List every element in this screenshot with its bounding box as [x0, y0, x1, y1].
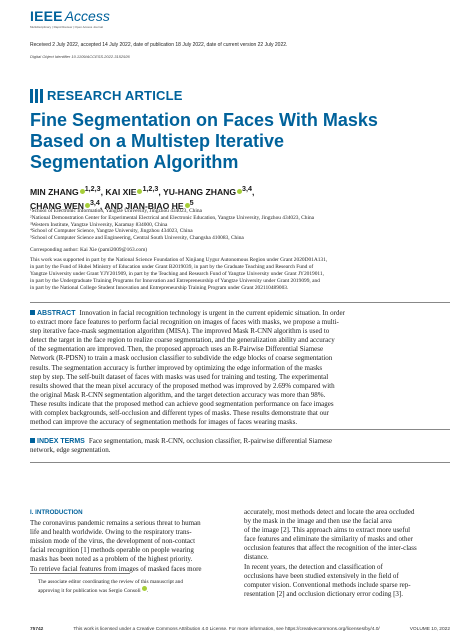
affiliation-item: ⁴School of Computer Science, Yangtze University, Jingzhou 434023, China — [30, 228, 193, 235]
abstract-line: with complex backgrounds, self-occlusion and different types of masks. These results demonstrate that our — [30, 409, 329, 418]
abstract-line: method can improve the accuracy of segmentation methods for images of faces wearing masks. — [30, 418, 298, 427]
abstract-section — [30, 309, 450, 427]
body-line: of the image [2]. This approach aims to extract more useful — [244, 526, 411, 535]
body-line: distance. — [244, 553, 269, 562]
page-number: 75742 — [30, 627, 44, 632]
index-terms-line: Face segmentation, mask R-CNN, occlusion classifier, R-pairwise differential Siamese — [88, 437, 333, 445]
doi-identifier: Digital Object Identifier 10.1109/ACCESS.2022.3152926 — [30, 54, 130, 59]
abstract-line: Innovation in facial recognition technology is urgent in the current epidemic situation. In order — [79, 309, 345, 317]
license-text[interactable]: This work is licensed under a Creative Commons Attribution 4.0 License. For more information, see https://creativecommons.org/licenses/by/4.0/ — [73, 627, 380, 632]
abstract-line: results. The segmentation accuracy is further improved by optimizing the edge information of the masks — [30, 363, 323, 372]
author-affil-sup: 1,2,3 — [84, 185, 101, 193]
funding-statement — [30, 257, 450, 292]
body-line: life and health worldwide. Owing to the respiratory trans- — [30, 528, 192, 537]
body-line: accurately, most methods detect and locate the area occluded — [244, 508, 415, 516]
funding-line: This work was supported in part by the National Science Foundation of Xinjiang Uygur Autonomous Region under Grant 2020D01A131, — [30, 257, 328, 263]
body-line: To retrieve facial features from images of masked faces more — [30, 564, 202, 573]
body-line: facial recognition [1] methods operable on people wearing — [30, 546, 194, 555]
funding-line: in part by the National College Student Innovation and Entrepreneurship Training Program under Grant 202110489003. — [30, 284, 289, 291]
affiliation-list — [30, 208, 450, 242]
author-name: MIN ZHANG — [30, 186, 79, 197]
author-name: , YU-HANG ZHANG — [158, 186, 237, 197]
author-affil-sup: 1,2,3 — [142, 185, 159, 193]
affiliation-item: ⁵School of Computer Science and Engineering, Central South University, Changsha 410083, China — [30, 235, 244, 242]
abstract-line: to extract more face features to perform facial recognition on images of faces with masks, we propose a multi- — [30, 318, 339, 327]
author-name: , KAI XIE — [100, 186, 137, 197]
author-affil-sup: 3,4 — [242, 185, 252, 193]
body-line: occlusions have been studied extensively in the field of — [244, 571, 399, 580]
editor-footnote: The associate editor coordinating the review of this manuscript and approving it for publication was Sergio Consoli . — [38, 579, 184, 595]
publication-dates: Received 2 July 2022, accepted 14 July 2022, date of publication 18 July 2022, date of current version 22 July 2022. — [30, 42, 288, 48]
corresponding-author: Corresponding author: Kai Xie (pami2009@163.com) — [30, 247, 148, 253]
section-square-icon — [30, 310, 35, 315]
funding-line: in part by the Fund of Hubei Ministry of Education under Grant B2019039, in part by the Graduate Teaching and Research Fund of — [30, 263, 314, 270]
abstract-line: of the segmentation are improved. Then, the proposed approach uses an R-Pairwise Differential Siamese — [30, 345, 324, 354]
author-name: CHANG WEN — [30, 200, 84, 211]
footnote-line: The associate editor coordinating the review of this manuscript and — [38, 579, 184, 585]
index-terms-label: INDEX TERMS — [37, 438, 85, 445]
page-footer — [30, 627, 450, 632]
body-line: The coronavirus pandemic remains a serious threat to human — [30, 519, 201, 528]
footnote-line: approving it for publication was Sergio Consoli — [38, 588, 141, 595]
body-line: masks has been noted as a problem of the highest priority. — [30, 555, 193, 564]
body-line: face features and eliminate the similarity of masks and other — [244, 535, 413, 544]
intro-left-column — [30, 508, 236, 574]
funding-line: Yangtze University under Grant YJY201909, in part by the Teaching and Research Fund of Yangtze University under Grant JY2019011, — [30, 270, 324, 277]
abstract-line: results showed that the mean pixel accuracy of the proposed method was improved by 2.69% compared with — [30, 381, 335, 390]
index-terms-section — [30, 437, 450, 455]
divider — [30, 429, 450, 430]
abstract-line: detect the target in the face region to realize coarse segmentation, and the generalization ability and accuracy — [30, 336, 335, 345]
funding-line: in part by the Undergraduate Training Programs for Innovation and Entrepreneurship of Yangtze University under Grant 2019099, and — [30, 277, 320, 284]
logo-ieee-text: IEEE — [30, 8, 63, 24]
logo-tagline: Multidisciplinary | Rapid Review | Open Access Journal — [30, 25, 103, 29]
logo-access-text: Access — [64, 8, 110, 24]
section-square-icon — [30, 438, 35, 443]
body-line: resentation [2] and occlusion dictionary error coding [3]. — [244, 589, 404, 598]
journal-logo — [30, 8, 110, 29]
abstract-line: step by step. The self-built dataset of faces with masks was used for training and testing. The experimental — [30, 372, 329, 381]
paper-title — [30, 110, 450, 173]
footnote-divider — [30, 573, 130, 574]
intro-right-column — [244, 508, 450, 599]
title-line: Based on a Multistep Iterative — [30, 131, 285, 151]
divider — [30, 302, 450, 303]
author-separator: , — [252, 186, 255, 197]
title-line: Segmentation Algorithm — [30, 152, 239, 172]
divider — [30, 462, 450, 463]
author-affil-sup: 3,4 — [89, 198, 100, 207]
abstract-line: These results indicate that the proposed method can achieve good segmentation performance on face images — [30, 399, 334, 408]
abstract-line: Network (R-PDSN) to train a mask occlusion classifier to subdivide the edge blocks of coarse segmentation — [30, 354, 333, 363]
volume-label: VOLUME 10, 2022 — [409, 627, 450, 632]
body-line: computer vision. Conventional methods include sparse rep- — [244, 580, 411, 589]
article-type-banner — [30, 88, 183, 103]
section-heading: I. INTRODUCTION — [30, 509, 83, 516]
affiliation-item: ³Western Institute, Yangtze University, Karamay 834000, China — [30, 221, 168, 228]
affiliation-item: ¹School of Electronic Information, Yangtze University, Jingzhou 434023, China — [30, 208, 202, 214]
abstract-line: step iterative face-mask segmentation algorithm (MISA). The improved Mask R-CNN algorithm is used to — [30, 327, 330, 336]
body-line: by the mask in the image and then use the facial area — [244, 517, 392, 526]
body-line: mission mode of the virus, the development of non-contact — [30, 537, 196, 546]
body-line: In recent years, the detection and classification of — [244, 562, 383, 571]
body-line: occlusion features that affect the recognition of the inter-class — [244, 544, 417, 553]
article-type-label: RESEARCH ARTICLE — [47, 88, 183, 103]
abstract-line: the original Mask R-CNN segmentation algorithm, and the target detection accuracy was more than 98%. — [30, 390, 326, 399]
index-terms-line: network, edge segmentation. — [30, 446, 111, 455]
affiliation-item: ²National Demonstration Center for Experimental Electrical and Electronic Education, Yangtze University, Jingzhou 434023, China — [30, 214, 315, 221]
author-name: , AND JIAN-BIAO HE — [99, 200, 184, 211]
banner-bars-icon — [30, 89, 43, 103]
author-affil-sup: 5 — [189, 198, 194, 207]
title-line: Fine Segmentation on Faces With Masks — [30, 110, 378, 130]
abstract-label: ABSTRACT — [37, 310, 76, 317]
